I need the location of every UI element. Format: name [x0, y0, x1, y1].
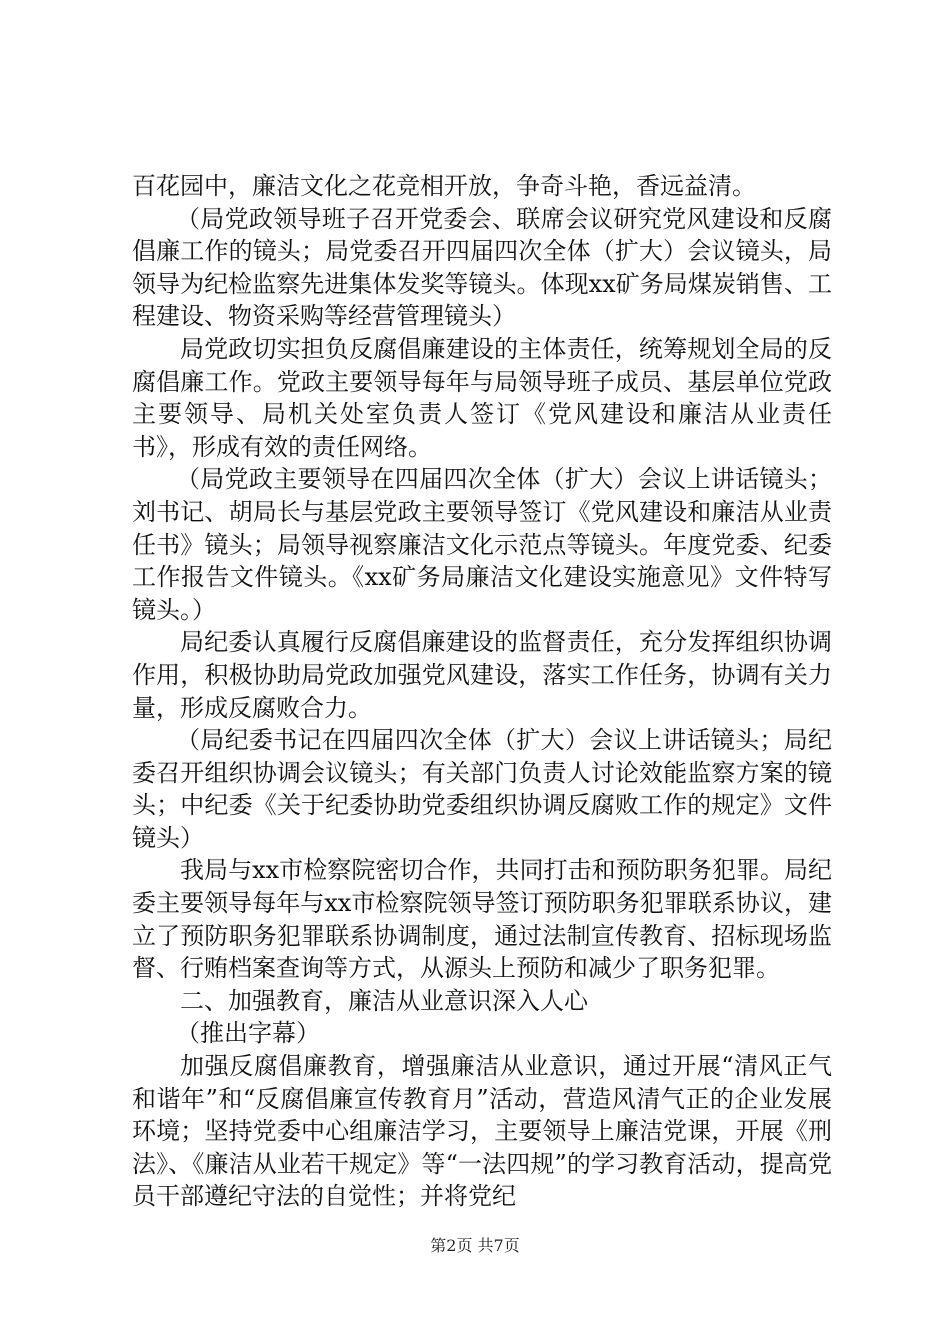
document-body: [132, 170, 832, 1213]
paragraph-text: 加强反腐倡廉教育，增强廉洁从业意识，通过开展“清风正气和谐年”和“反腐倡廉宣传教育月”活动，营造风清气正的企业发展环境；坚持党委中心组廉洁学习，主要领导上廉洁党课，开展《刑法》、《廉洁从业若干规定》等“一法四规”的学习教育活动，提高党员干部遵纪守法的自觉性；并将党纪: [132, 1052, 832, 1211]
paragraph-caption-note: （推出字幕）: [176, 1019, 320, 1048]
section-heading: 二、加强教育，廉洁从业意识深入人心: [180, 986, 588, 1015]
paragraph-shot-description: （局党政主要领导在四届四次全体（扩大）会议上讲话镜头；刘书记、胡局长与基层党政主要领导签订《党风建设和廉洁从业责任书》镜头；局领导视察廉洁文化示范点等镜头。年度党委、纪委工作报告文件镜头。《xx矿务局廉洁文化建设实施意见》文件特写镜头。）: [132, 465, 832, 624]
paragraph-text: 局党政切实担负反腐倡廉建设的主体责任，统筹规划全局的反腐倡廉工作。党政主要领导每年与局领导班子成员、基层单位党政主要领导、局机关处室负责人签订《党风建设和廉洁从业责任书》，形成有效的责任网络。: [132, 334, 832, 461]
paragraph-text: 我局与xx市检察院密切合作，共同打击和预防职务犯罪。局纪委主要领导每年与xx市检察院领导签订预防职务犯罪联系协议，建立了预防职务犯罪联系协调制度，通过法制宣传教育、招标现场监督、行贿档案查询等方式，从源头上预防和减少了职务犯罪。: [132, 856, 832, 983]
paragraph-text: 局纪委认真履行反腐倡廉建设的监督责任，充分发挥组织协调作用，积极协助局党政加强党风建设，落实工作任务，协调有关力量，形成反腐败合力。: [132, 628, 832, 722]
paragraph-shot-description: （局党政领导班子召开党委会、联席会议研究党风建设和反腐倡廉工作的镜头；局党委召开四届四次全体（扩大）会议镜头，局领导为纪检监察先进集体发奖等镜头。体现xx矿务局煤炭销售、工程建设、物资采购等经营管理镜头）: [132, 204, 832, 331]
paragraph-continuation: 百花园中，廉洁文化之花竞相开放，争奇斗艳，香远益清。: [132, 172, 756, 200]
paragraph-shot-description: （局纪委书记在四届四次全体（扩大）会议上讲话镜头；局纪委召开组织协调会议镜头；有关部门负责人讨论效能监察方案的镜头；中纪委《关于纪委协助党委组织协调反腐败工作的规定》文件镜头）: [132, 726, 832, 852]
page-number-footer: 第2页 共7页: [430, 1236, 520, 1255]
